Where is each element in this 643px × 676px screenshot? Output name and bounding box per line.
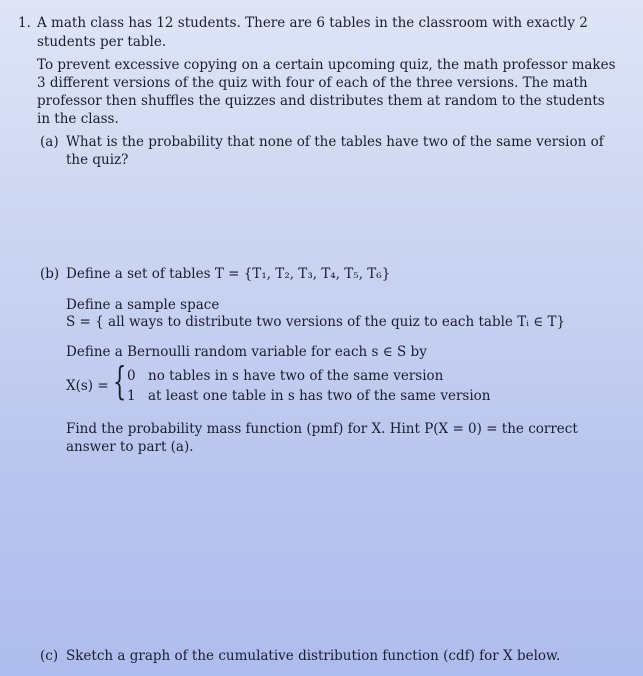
piecewise-brace: {	[113, 359, 127, 403]
setup-line-3: professor then shuffles the quizzes and distributes them at random to the students	[37, 93, 605, 109]
part-b-sample-space-definition: S = { all ways to distribute two versions of the quiz to each table Tᵢ ∈ T}	[66, 314, 566, 330]
part-a-label: (a)	[40, 134, 59, 150]
setup-line-2: 3 different versions of the quiz with four of each of the three versions. The math	[37, 75, 588, 91]
part-a-line-1: What is the probability that none of the tables have two of the same version of	[66, 134, 604, 150]
part-c-line-1: Sketch a graph of the cumulative distribution function (cdf) for X below.	[66, 648, 561, 664]
intro-line-2: students per table.	[37, 34, 167, 50]
part-b-pmf-question-2: answer to part (a).	[66, 439, 194, 455]
problem-number: 1.	[18, 15, 31, 31]
piecewise-case-1-text: at least one table in s has two of the same version	[148, 388, 491, 404]
part-b-bernoulli-heading: Define a Bernoulli random variable for each s ∈ S by	[66, 344, 427, 360]
part-b-tables-definition: Define a set of tables T = {T₁, T₂, T₃, T₄, T₅, T₆}	[66, 266, 391, 282]
piecewise-lhs: X(s) =	[66, 378, 109, 394]
part-a-line-2: the quiz?	[66, 152, 129, 168]
part-b-sample-space-heading: Define a sample space	[66, 297, 220, 313]
setup-line-4: in the class.	[37, 111, 119, 127]
part-b-pmf-question: Find the probability mass function (pmf) for X. Hint P(X = 0) = the correct	[66, 421, 578, 437]
piecewise-case-1-value: 1	[127, 388, 136, 404]
intro-line-1: A math class has 12 students. There are 6 tables in the classroom with exactly 2	[37, 15, 588, 31]
setup-line-1: To prevent excessive copying on a certain upcoming quiz, the math professor makes	[37, 57, 616, 73]
piecewise-case-0-text: no tables in s have two of the same version	[148, 368, 444, 384]
part-c-label: (c)	[40, 648, 59, 664]
piecewise-case-0-value: 0	[127, 368, 136, 384]
part-b-label: (b)	[40, 266, 60, 282]
